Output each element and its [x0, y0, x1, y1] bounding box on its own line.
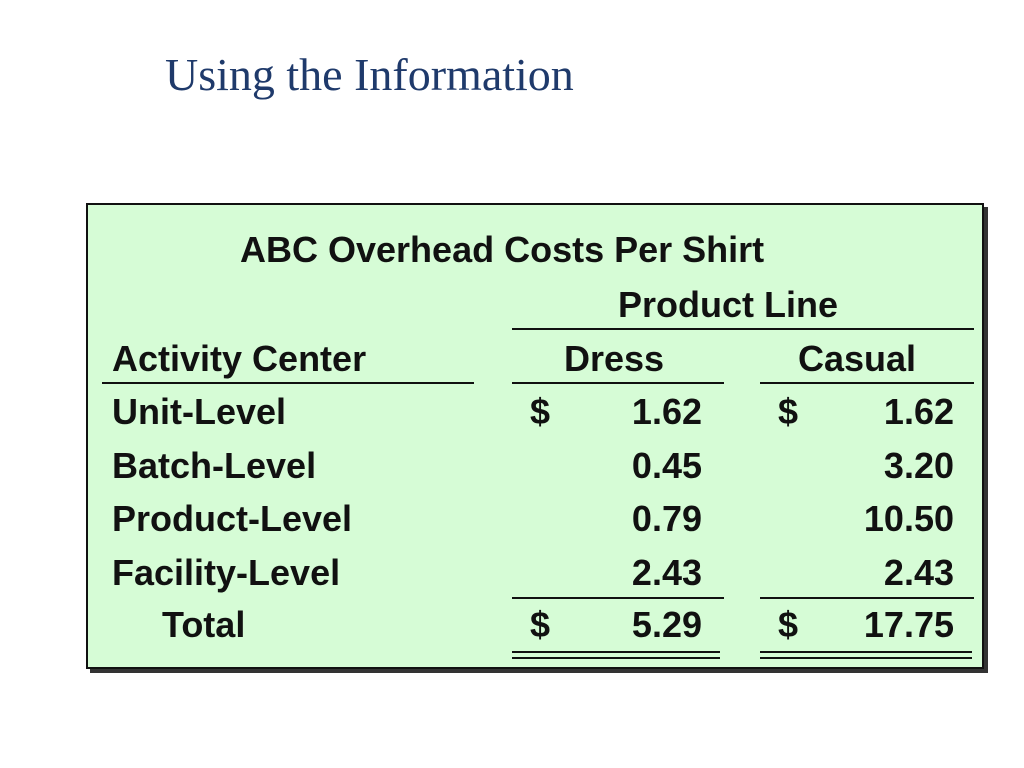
dress-currency: $ — [530, 391, 551, 432]
dress-total-currency: $ — [530, 604, 551, 645]
dress-value: 1.62 — [631, 391, 702, 432]
activity-center-header: Activity Center — [112, 338, 367, 379]
casual-value: 2.43 — [883, 552, 954, 593]
abc-cost-table — [86, 203, 984, 669]
casual-header: Casual — [798, 338, 917, 379]
casual-value: 10.50 — [863, 498, 954, 539]
dress-header-underline — [512, 382, 724, 384]
activity-header-underline — [102, 382, 474, 384]
row-label: Product-Level — [112, 498, 353, 539]
dress-double-underline-bottom — [512, 657, 720, 659]
dress-header: Dress — [564, 338, 665, 379]
row-label: Facility-Level — [112, 552, 341, 593]
casual-total-value: 17.75 — [863, 604, 954, 645]
table-caption: ABC Overhead Costs Per Shirt — [240, 229, 765, 270]
product-line-header: Product Line — [618, 284, 839, 325]
casual-header-underline — [760, 382, 974, 384]
row-label: Batch-Level — [112, 445, 317, 486]
dress-value: 2.43 — [631, 552, 702, 593]
casual-value: 3.20 — [883, 445, 954, 486]
casual-value: 1.62 — [883, 391, 954, 432]
casual-double-underline-top — [760, 651, 972, 653]
dress-double-underline-top — [512, 651, 720, 653]
row-label: Unit-Level — [112, 391, 287, 432]
total-label: Total — [162, 604, 246, 645]
dress-total-value: 5.29 — [631, 604, 702, 645]
casual-double-underline-bottom — [760, 657, 972, 659]
dress-value: 0.45 — [631, 445, 702, 486]
dress-value: 0.79 — [631, 498, 702, 539]
casual-currency: $ — [778, 391, 799, 432]
casual-total-currency: $ — [778, 604, 799, 645]
slide-title: Using the Information — [165, 49, 574, 100]
dress-subtotal-line — [512, 597, 724, 599]
product-line-underline — [512, 328, 974, 330]
casual-subtotal-line — [760, 597, 974, 599]
